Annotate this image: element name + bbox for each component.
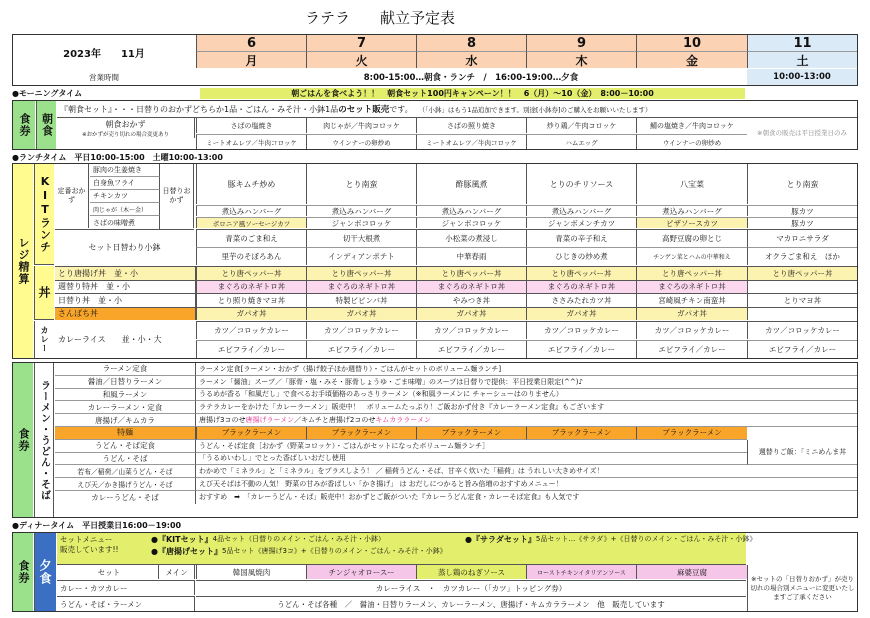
dinner-udon-desc: うどん・そば各種 ／ 醤油・日替りラーメン、カレーラーメン、唐揚げ・キムカララーメン 他 販売しています <box>196 596 746 611</box>
kobachi-2: チンゲン菜とハムの中華和え <box>636 247 747 265</box>
kit-set: ●『KITセット』 4品セット（日替りのメイン・ごはん・みそ汁・小鉢） <box>151 534 385 544</box>
day-weekday: 土 <box>747 51 857 68</box>
main-label: メイン <box>159 565 195 579</box>
noodle-desc: ラーメン定食[ラーメン・おかず（揚げ餃子ほか週替り）・ごはんがセットのボリューム麺ランチ] <box>196 363 857 376</box>
don-item: とりマヨ丼 <box>747 293 857 307</box>
dinner-udon-label: うどん・そば・ラーメン <box>57 596 195 611</box>
kit-lunch-label: KITランチ <box>34 164 54 265</box>
kobachi-2: ひじきの炒め煮 <box>526 247 636 265</box>
morning-okazu-2: ウインナーの卵炒め <box>306 134 416 149</box>
lunch-main: とりのチリソース <box>526 164 636 204</box>
dinner-main: チンジャオロースー <box>306 565 416 579</box>
lunch-main: とり南蛮 <box>747 164 857 204</box>
kobachi-1: 小松菜の煮浸し <box>416 229 526 247</box>
don-item: とり唐ペッパー丼 <box>526 266 636 280</box>
morning-set-desc: 『朝食セット』・・・日替りのおかずどちらか1品・ごはん・みそ汁・小鉢1品 のセット販売 です。 （「小鉢」はもう1品追加できます。別途[小鉢券]のご購入をお願いいたします） <box>60 104 652 115</box>
lunch-sub2: ジャンボコロッケ <box>416 217 526 228</box>
kobachi-2: インディアンポテト <box>306 247 416 265</box>
morning-okazu-1: 肉じゃが／牛肉コロッケ <box>306 118 416 133</box>
don-item <box>747 280 857 294</box>
don-item: やみつき丼 <box>416 293 526 307</box>
noodle-name: 唐揚げ／キムカラ <box>55 414 196 427</box>
noodle-name: うどん・そば <box>55 453 196 466</box>
noodle-name: うどん・そば定食 <box>55 440 196 453</box>
curry-1: カツ／コロッケカレー <box>526 321 636 339</box>
day-number: 6 <box>196 35 306 51</box>
noodle-sub-label: ラーメン・うどん・そば <box>34 363 54 517</box>
dinner-note: ※セットの「日替りおかず」が売り切れの場合別メニューに変更いたしますご了承ください <box>747 565 857 611</box>
morning-campaign: 朝ごはんを食べよう！！ 朝食セット100円キャンペーン！！ 6（月）～10（金） 8:00－10:00 <box>200 88 745 99</box>
don-name: さんばち丼 <box>55 307 196 321</box>
noodle-name: 醤油／日替りラーメン <box>55 376 196 389</box>
lunch-sub2: 豚カツ <box>747 217 857 228</box>
don-item: とり唐ペッパー丼 <box>747 266 857 280</box>
lunch-main: 八宝菜 <box>636 164 747 204</box>
curry-1: カツ／コロッケカレー <box>747 321 857 339</box>
don-label: 丼 <box>34 266 54 320</box>
year-month: 2023年 11月 <box>63 48 145 60</box>
day-weekday: 水 <box>416 51 526 68</box>
karaage-set: ●『唐揚げセット』 5品セット《唐揚げ3コ》+《日替りのメイン・ごはん・みそ汁・小鉢》 <box>151 546 447 556</box>
dinner-main: 蒸し鶏のねぎソース <box>416 565 526 579</box>
morning-sub-label: 朝食 <box>36 101 56 149</box>
teiban-item: チキンカツ <box>90 190 160 203</box>
kobachi-1: 青菜のごま和え <box>196 229 306 247</box>
don-name: 週替り特丼 並・小 <box>55 280 196 294</box>
don-item: とり唐ペッパー丼 <box>196 266 306 280</box>
noodle-desc: わかめで「ミネラル」と「ミネラル」をプラスしよう！ ／ 稲荷うどん・そば、甘辛く炊いた「稲荷」は うれしい大きめサイズ！ <box>196 465 857 478</box>
don-item: 特製ビビンバ丼 <box>306 293 416 307</box>
curry-1: カツ／コロッケカレー <box>416 321 526 339</box>
don-item: 宮崎風チキン南蛮丼 <box>636 293 747 307</box>
curry-name: カレーライス 並・小・大 <box>58 335 162 344</box>
karaage-ramen: 唐揚げラーメン <box>245 416 295 425</box>
day-number: 7 <box>306 35 416 51</box>
noodle-desc: ラテラカレーをかけた「カレーラーメン」販売中！ ボリュームたっぷり！ご飯おかず付き『カレーラーメン定食』もございます <box>196 401 857 414</box>
page-title: ラテラ 献立予定表 <box>304 8 455 27</box>
dinner-sub-label: 夕食 <box>34 533 56 611</box>
set-label: セット <box>57 565 159 579</box>
day-weekday: 木 <box>526 51 636 68</box>
curry-2: エビフライ／カレー <box>526 340 636 358</box>
lunch-sub1: 煮込みハンバーグ <box>636 205 747 216</box>
karaage-rest: ／キムチと唐揚げ2コのせ <box>294 416 376 425</box>
curry-label: カレー <box>34 321 54 358</box>
noodle-desc-karaage <box>196 414 857 427</box>
sold-label: 販売しています!! <box>60 544 119 554</box>
morning-header: ●モーニングタイム <box>12 89 83 98</box>
salad-set: ●『サラダセット』 5品セット…《サラダ》+《日替りのメイン・ごはん・みそ汁・小鉢》 <box>465 534 757 544</box>
morning-okazu-1: さばの照り焼き <box>416 118 526 133</box>
kobachi-2: 里芋のそぼろあん <box>196 247 306 265</box>
don-item: ガパオ丼 <box>526 307 636 321</box>
curry-1: カツ／コロッケカレー <box>306 321 416 339</box>
tokumen-label: 特麺 <box>55 427 196 440</box>
don-item: ガパオ丼 <box>416 307 526 321</box>
dinner-main: ローストチキンイタリアンソース <box>526 565 636 579</box>
don-item: まぐろのネギトロ丼 <box>636 280 747 294</box>
noodle-desc: ラーメン「醤油」スープ／「豚骨・塩・みそ・豚骨しょうゆ・ごま味噌」のスープは日替りで提供：平日授業日限定(^^)♪ <box>196 376 857 389</box>
curry-2: エビフライ／カレー <box>416 340 526 358</box>
day-weekday: 月 <box>196 51 306 68</box>
noodle-name: えび天／かき揚げうどん・そば <box>55 478 196 491</box>
curry-1: カツ／コロッケカレー <box>196 321 306 339</box>
curry-2: エビフライ／カレー <box>306 340 416 358</box>
don-name: とり唐揚げ丼 並・小 <box>55 266 196 280</box>
don-item <box>747 307 857 321</box>
curry-2: エビフライ／カレー <box>747 340 857 358</box>
lunch-sub2: ボロニア風ソーセージカツ <box>196 217 306 228</box>
kobachi-2: オクラごま和え ほか <box>747 247 857 265</box>
hours-label: 営業時間 <box>89 72 119 82</box>
teiban-label: 定番おかず <box>55 164 89 228</box>
lunch-sub1: 煮込みハンバーグ <box>306 205 416 216</box>
teiban-item: 肉じゃが（木～金） <box>90 203 160 216</box>
black-ramen: ブラックラーメン <box>196 427 306 440</box>
higawari-label: 日替りおかず <box>160 164 194 228</box>
day-number: 11 <box>747 35 857 51</box>
kobachi-2: 中華春雨 <box>416 247 526 265</box>
hours-saturday: 10:00-13:00 <box>747 69 857 85</box>
morning-okazu-label: 朝食おかず ※おかずが売り切れの場合変更あり <box>57 118 195 138</box>
teiban-item: 豚肉の生姜焼き <box>90 164 160 177</box>
lunch-sub2: ピザソースカツ <box>636 217 747 228</box>
morning-okazu-1: 鯖の塩焼き／牛肉コロッケ <box>636 118 747 133</box>
day-weekday: 火 <box>306 51 416 68</box>
don-item: まぐろのネギトロ丼 <box>306 280 416 294</box>
lunch-main: 豚キムチ炒め <box>196 164 306 204</box>
morning-saturday-note: ※朝食の販売は平日授業日のみ <box>757 129 847 137</box>
don-item: まぐろのネギトロ丼 <box>416 280 526 294</box>
don-item: ガパオ丼 <box>636 307 747 321</box>
noodle-desc: 「うるめいわし」でとった香ばしいおだし使用 <box>196 453 747 466</box>
curry-1: カツ／コロッケカレー <box>636 321 747 339</box>
day-number: 10 <box>636 35 747 51</box>
set-menu-label: セットメニュー <box>60 534 113 544</box>
lunch-main: とり南蛮 <box>306 164 416 204</box>
noodle-desc: おすすめ ➡ 「カレーうどん・そば」販売中！おかずとご飯がついた『カレーうどん定食・カレーそば定食』も人気です <box>199 493 580 502</box>
morning-okazu-2: ウインナーの卵炒め <box>636 134 747 149</box>
lunch-sub2: ジャンボコロッケ <box>306 217 416 228</box>
don-item: とり唐ペッパー丼 <box>416 266 526 280</box>
karaage-prefix: 唐揚げ3コのせ <box>199 416 246 425</box>
black-ramen: ブラックラーメン <box>306 427 416 440</box>
kobachi-1: 切干大根煮 <box>306 229 416 247</box>
kobachi-1: マカロニサラダ <box>747 229 857 247</box>
don-name: 日替り丼 並・小 <box>55 293 196 307</box>
noodle-name: 和風ラーメン <box>55 389 196 402</box>
dinner-main: 韓国風焼肉 <box>196 565 306 579</box>
lunch-sub1: 煮込みハンバーグ <box>196 205 306 216</box>
morning-okazu-1: さばの塩焼き <box>196 118 306 133</box>
don-item: まぐろのネギトロ丼 <box>196 280 306 294</box>
noodle-name: ラーメン定食 <box>55 363 196 376</box>
morning-okazu-2: ハムエッグ <box>526 134 636 149</box>
hours-weekday: 8:00-15:00…朝食・ランチ / 16:00-19:00…夕食 <box>363 73 579 83</box>
noodle-ticket-label: 食券 <box>13 363 33 517</box>
morning-okazu-2: ミートオムレツ／牛肉コロッケ <box>416 134 526 149</box>
morning-okazu-1: 炒り鶏／牛肉コロッケ <box>526 118 636 133</box>
don-item: まぐろのネギトロ丼 <box>526 280 636 294</box>
teiban-item: さばの味噌煮 <box>90 216 160 229</box>
don-item: ささみたれカツ丼 <box>526 293 636 307</box>
black-ramen: ブラックラーメン <box>416 427 526 440</box>
lunch-sub1: 煮込みハンバーグ <box>526 205 636 216</box>
teiban-item: 白身魚フライ <box>90 177 160 190</box>
dinner-main: 麻婆豆腐 <box>636 565 747 579</box>
noodle-desc: うるめが香る「和風だし」で食べるお手頃価格のあっさりラーメン（※和風ラーメンに チャーシューはのりません） <box>196 389 857 402</box>
lunch-sub1: 煮込みハンバーグ <box>416 205 526 216</box>
lunch-sub1: 豚カツ <box>747 205 857 216</box>
day-weekday: 金 <box>636 51 747 68</box>
don-item: とり唐ペッパー丼 <box>636 266 747 280</box>
noodle-desc: うどん・そば定食［おかず（野菜コロッケ）・ごはんがセットになったボリューム麺ランチ］ <box>196 440 747 453</box>
don-item: ガパオ丼 <box>306 307 416 321</box>
noodle-name: 若布／稲荷／山菜うどん・そば <box>55 465 196 478</box>
morning-okazu-2: ミートオムレツ／牛肉コロッケ <box>196 134 306 149</box>
day-number: 8 <box>416 35 526 51</box>
day-number: 9 <box>526 35 636 51</box>
dinner-curry-desc: カレーライス ・ カツカレー（「カツ」トッピング券） <box>196 580 746 595</box>
kobachi-label: セット日替わり小鉢 <box>55 229 194 265</box>
curry-2: エビフライ／カレー <box>636 340 747 358</box>
dinner-ticket-label: 食券 <box>13 533 33 611</box>
kobachi-1: 青菜の辛子和え <box>526 229 636 247</box>
don-item: とり照り焼きマヨ丼 <box>196 293 306 307</box>
black-ramen: ブラックラーメン <box>636 427 747 440</box>
kimukara-ramen: キムカララーメン <box>375 416 431 425</box>
noodle-name: カレーラーメン・定食 <box>55 401 196 414</box>
black-ramen: ブラックラーメン <box>526 427 636 440</box>
dinner-header: ●ディナータイム 平日授業日16:00－19:00 <box>12 521 182 530</box>
lunch-main: 酢豚風煮 <box>416 164 526 204</box>
curry-2: エビフライ／カレー <box>196 340 306 358</box>
don-item: とり唐ペッパー丼 <box>306 266 416 280</box>
noodle-name: カレーうどん・そば <box>55 491 196 504</box>
weekly-gohan: 週替りご飯：「ミニめんま丼 <box>747 440 857 466</box>
don-item: ガパオ丼 <box>196 307 306 321</box>
lunch-sub2: ジャンボメンチカツ <box>526 217 636 228</box>
lunch-side-label: レジ精算 <box>13 164 33 358</box>
lunch-header: ●ランチタイム 平日10:00-15:00 土曜10:00-13:00 <box>12 153 223 162</box>
dinner-curry-label: カレー・カツカレー <box>57 580 195 595</box>
morning-ticket-label: 食券 <box>13 101 35 149</box>
kobachi-1: 高野豆腐の卵とじ <box>636 229 747 247</box>
noodle-desc: えび天そばは不動の人気！ 野菜の甘みが香ばしい「かき揚げ」 は おだしにつかると旨み倍増のおすすめメニュー！ <box>196 478 857 491</box>
